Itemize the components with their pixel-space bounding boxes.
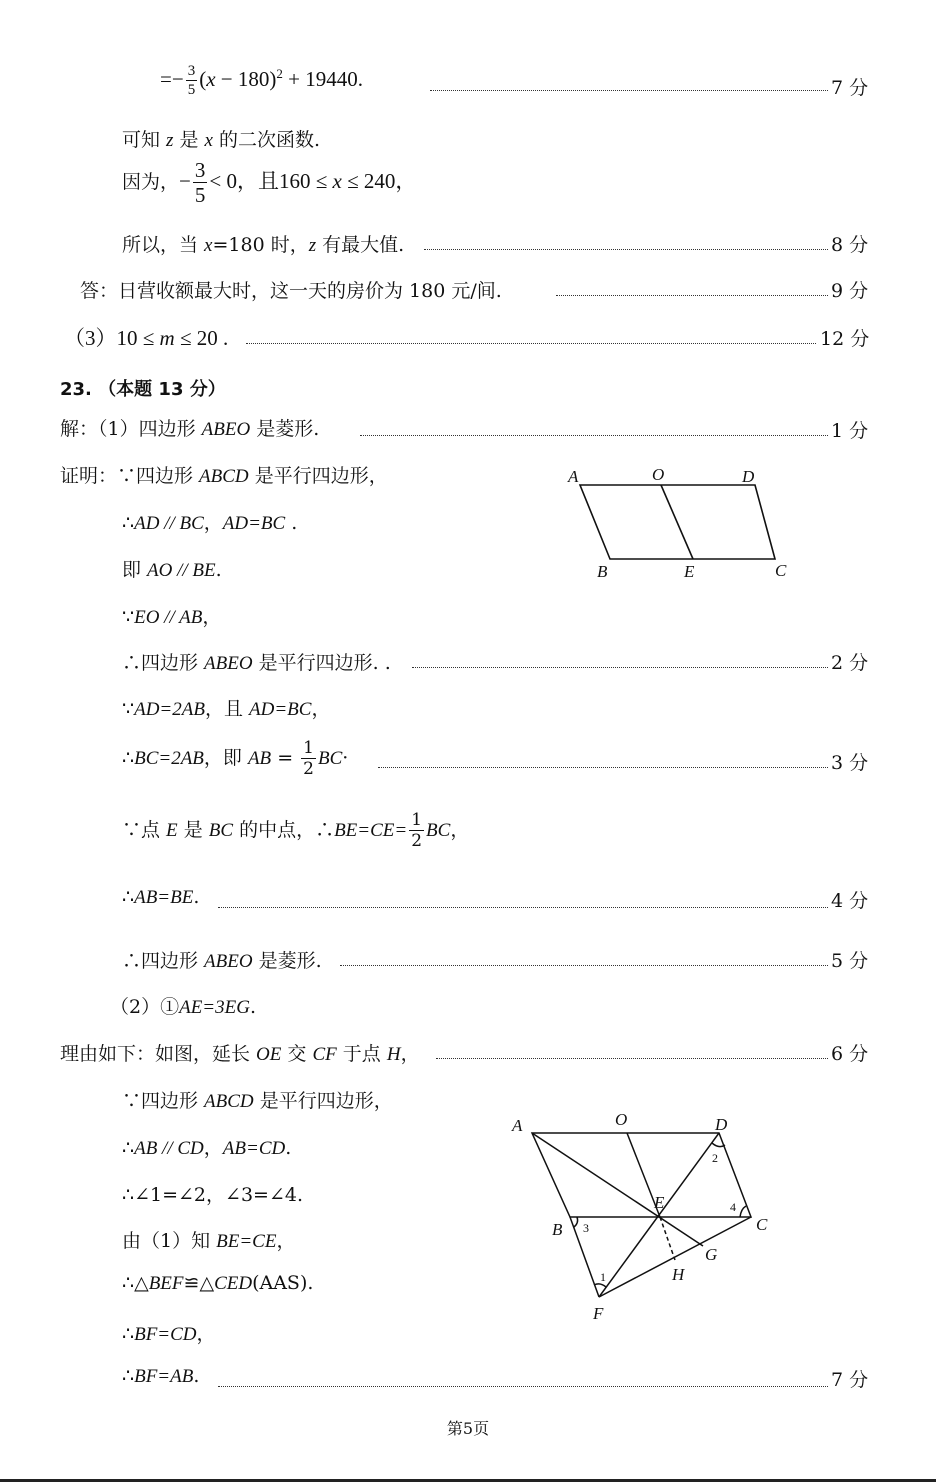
math-term: BC bbox=[208, 820, 234, 841]
label-o: O bbox=[615, 1110, 628, 1129]
var-z: z bbox=[308, 235, 317, 256]
text-line bbox=[122, 812, 469, 850]
fraction-denominator: 2 bbox=[303, 759, 314, 779]
label-o: O bbox=[652, 465, 665, 484]
text: 可知 bbox=[122, 129, 167, 151]
text-line bbox=[122, 160, 416, 206]
text: . bbox=[215, 559, 222, 581]
text-line bbox=[60, 414, 319, 441]
text: =180 时， bbox=[212, 234, 309, 256]
text: ∴ bbox=[122, 1323, 135, 1345]
page-number: 第5页 bbox=[446, 1419, 490, 1438]
math-term: BC bbox=[426, 820, 451, 841]
text: 理由如下：如图，延长 bbox=[60, 1043, 257, 1065]
label-g: G bbox=[705, 1245, 718, 1264]
segment-eh-dashed bbox=[660, 1217, 675, 1260]
math-term: OE bbox=[256, 1044, 282, 1065]
text: < 0，且160 ≤ bbox=[209, 169, 333, 193]
text: ≤ 240， bbox=[341, 169, 417, 193]
text-line: 答：日营收额最大时，这一天的房价为 180 元/间. bbox=[80, 280, 502, 302]
eq-prefix: =− bbox=[160, 66, 184, 91]
text: 是菱形. bbox=[250, 418, 320, 440]
eq-part: ( bbox=[199, 66, 207, 91]
math-term: ABCD bbox=[204, 1091, 254, 1112]
var-x: x bbox=[332, 169, 342, 193]
angle-label-2: 2 bbox=[712, 1151, 718, 1165]
math-term: AD // BC bbox=[134, 513, 204, 534]
text: . bbox=[193, 886, 200, 908]
dot-leader bbox=[430, 71, 828, 91]
label-e: E bbox=[684, 562, 695, 581]
math-term: E bbox=[166, 820, 178, 841]
text-line bbox=[122, 125, 320, 152]
text: . bbox=[285, 512, 298, 534]
text: ∴ bbox=[122, 1137, 135, 1159]
label-d: D bbox=[715, 1115, 728, 1134]
var-x: x bbox=[204, 235, 213, 256]
math-term: CF bbox=[312, 1044, 337, 1065]
dot-leader bbox=[246, 324, 816, 344]
text: 交 bbox=[281, 1043, 313, 1065]
segment-fc bbox=[599, 1217, 751, 1297]
text: ， bbox=[202, 606, 222, 628]
text-line bbox=[122, 508, 297, 535]
segment-oe bbox=[661, 485, 693, 559]
fraction-denominator: 5 bbox=[194, 183, 206, 207]
text: ∴ bbox=[122, 1365, 135, 1387]
text: ，且 bbox=[204, 698, 250, 720]
dot-leader bbox=[378, 748, 828, 768]
angle-label-4: 4 bbox=[730, 1200, 736, 1214]
math-term: BC=2AB bbox=[134, 748, 204, 769]
angle-label-3: 3 bbox=[583, 1221, 589, 1235]
math-term: AB // CD bbox=[134, 1138, 204, 1159]
fraction-numerator: 3 bbox=[187, 63, 196, 79]
label-f: F bbox=[593, 1304, 604, 1323]
score-label: 2 分 bbox=[831, 652, 869, 674]
math-term: EO // AB bbox=[134, 607, 203, 628]
text: ∴△ bbox=[122, 1272, 149, 1294]
text: 是 bbox=[173, 129, 205, 151]
text: 是 bbox=[177, 819, 209, 841]
math-term: ABEO bbox=[204, 951, 253, 972]
text-line bbox=[122, 886, 199, 909]
var-z: z bbox=[166, 130, 174, 151]
label-h: H bbox=[672, 1265, 685, 1284]
math-term: BC bbox=[318, 748, 343, 769]
math-term: BEF bbox=[148, 1273, 184, 1294]
math-term: BE=CE= bbox=[334, 820, 408, 841]
text: ∴ bbox=[122, 747, 135, 769]
text: 证明：∵四边形 bbox=[60, 465, 200, 487]
angle-mark-3 bbox=[574, 1217, 578, 1227]
fraction-denominator: 2 bbox=[411, 831, 423, 851]
text: ∴ bbox=[122, 512, 135, 534]
text: ∵ bbox=[122, 698, 135, 720]
score-label: 7 分 bbox=[831, 77, 869, 99]
text-line bbox=[122, 1086, 393, 1113]
text: ≤ 20 . bbox=[174, 326, 229, 350]
score-label: 5 分 bbox=[831, 950, 869, 972]
label-e: E bbox=[654, 1193, 665, 1212]
text: ≌△ bbox=[183, 1272, 215, 1294]
score-label: 12 分 bbox=[820, 328, 870, 350]
text: ，即 bbox=[203, 747, 248, 769]
text: ∴四边形 bbox=[122, 950, 205, 972]
minus-sign: − bbox=[179, 169, 191, 193]
dot-leader bbox=[424, 230, 828, 250]
eq-part: + 19440. bbox=[282, 66, 363, 91]
text-line bbox=[122, 1133, 291, 1160]
var-m: m bbox=[159, 326, 175, 350]
text: 是菱形. bbox=[252, 950, 322, 972]
angle-mark-4 bbox=[740, 1206, 746, 1217]
parallelogram-figure bbox=[560, 462, 800, 582]
math-term: AB bbox=[247, 748, 272, 769]
text: . bbox=[193, 1365, 200, 1387]
fraction bbox=[301, 740, 316, 778]
label-c: C bbox=[756, 1215, 768, 1234]
text: 是平行四边形， bbox=[248, 465, 388, 487]
math-term: ABCD bbox=[199, 466, 249, 487]
dot-leader bbox=[412, 648, 828, 668]
text: = bbox=[271, 747, 300, 769]
text: 的中点，∴ bbox=[233, 819, 335, 841]
text-line bbox=[60, 1039, 420, 1066]
text-line bbox=[110, 992, 256, 1019]
text: ， bbox=[311, 698, 331, 720]
text: （3）10 ≤ bbox=[64, 326, 160, 350]
text: 所以，当 bbox=[122, 234, 205, 256]
text: 即 bbox=[122, 559, 148, 581]
text-line bbox=[122, 1226, 295, 1253]
fraction-numerator: 3 bbox=[194, 158, 206, 182]
text-line bbox=[122, 1319, 216, 1346]
math-term: ABEO bbox=[201, 419, 251, 440]
question-heading: 23. （本题 13 分） bbox=[60, 379, 226, 400]
fraction-numerator: 1 bbox=[303, 738, 314, 758]
score-label: 4 分 bbox=[831, 890, 869, 912]
text-line bbox=[122, 648, 391, 675]
label-b: B bbox=[597, 562, 608, 581]
fraction bbox=[409, 812, 424, 850]
text: (AAS). bbox=[252, 1272, 314, 1294]
math-term: BE=CE bbox=[216, 1231, 277, 1252]
var-x: x bbox=[204, 130, 213, 151]
math-term: AO // BE bbox=[147, 560, 216, 581]
text-line bbox=[64, 322, 228, 352]
text-line bbox=[60, 461, 388, 488]
text: 因为， bbox=[122, 171, 180, 193]
math-term: AD=2AB bbox=[134, 699, 205, 720]
label-b: B bbox=[552, 1220, 563, 1239]
math-term: AE=3EG bbox=[179, 997, 250, 1018]
text: 的二次函数. bbox=[212, 129, 321, 151]
text: ， bbox=[203, 1137, 223, 1159]
fraction-numerator: 1 bbox=[411, 810, 423, 830]
text-line bbox=[122, 946, 322, 973]
var-x: x bbox=[206, 66, 216, 91]
text: ∵点 bbox=[122, 819, 167, 841]
label-a: A bbox=[512, 1116, 523, 1135]
fraction bbox=[186, 64, 198, 98]
text-line bbox=[122, 694, 330, 721]
math-term: CED bbox=[214, 1273, 253, 1294]
math-term: AB=CD bbox=[222, 1138, 286, 1159]
score-label: 3 分 bbox=[831, 752, 869, 774]
text-line bbox=[122, 740, 348, 778]
text: 由（1）知 bbox=[122, 1230, 217, 1252]
math-term: AB=BE bbox=[134, 887, 194, 908]
score-label: 8 分 bbox=[831, 234, 869, 256]
dot-leader bbox=[436, 1039, 828, 1059]
text: 有最大值. bbox=[316, 234, 405, 256]
text: ∴四边形 bbox=[122, 652, 205, 674]
label-d: D bbox=[742, 467, 755, 486]
score-label: 1 分 bbox=[831, 420, 869, 442]
angle-label-1: 1 bbox=[600, 1270, 606, 1284]
score-label: 6 分 bbox=[831, 1043, 869, 1065]
dot-leader bbox=[340, 946, 828, 966]
math-term: H bbox=[386, 1044, 401, 1065]
text: ∵ bbox=[122, 606, 135, 628]
fraction bbox=[193, 160, 208, 206]
text: . bbox=[249, 996, 257, 1018]
math-term: BF=CD bbox=[134, 1324, 197, 1345]
dot-leader bbox=[218, 1367, 828, 1387]
text-line bbox=[122, 1365, 199, 1388]
text: 解：（1）四边形 bbox=[60, 418, 202, 440]
text-line bbox=[122, 230, 404, 257]
eq-part: − 180) bbox=[215, 66, 277, 91]
text: ， bbox=[276, 1230, 296, 1252]
text: . bbox=[285, 1137, 292, 1159]
equation-line bbox=[160, 64, 363, 98]
text: ， bbox=[450, 819, 470, 841]
text: · bbox=[342, 747, 349, 769]
text: ， bbox=[203, 512, 223, 534]
text-line bbox=[122, 555, 222, 582]
text: ， bbox=[400, 1043, 420, 1065]
text: （2）① bbox=[110, 996, 180, 1018]
score-label: 7 分 bbox=[831, 1369, 869, 1391]
label-a: A bbox=[568, 467, 579, 486]
math-term: ABEO bbox=[204, 653, 253, 674]
dot-leader bbox=[556, 276, 828, 296]
math-term: AD=BC bbox=[249, 699, 312, 720]
text-line bbox=[122, 602, 221, 629]
text-line: ∴∠1=∠2，∠3=∠4. bbox=[122, 1184, 304, 1206]
math-term: BF=AB bbox=[134, 1366, 194, 1387]
eq-exponent: 2 bbox=[276, 65, 283, 81]
parallelogram-abcd bbox=[532, 1133, 751, 1217]
dot-leader bbox=[360, 416, 828, 436]
text: ， bbox=[196, 1323, 216, 1345]
text: 于点 bbox=[336, 1043, 387, 1065]
text: ∵四边形 bbox=[122, 1090, 205, 1112]
dot-leader bbox=[218, 888, 828, 908]
text: 是平行四边形. . bbox=[252, 652, 391, 674]
geometry-figure bbox=[505, 1105, 785, 1325]
text-line bbox=[122, 1272, 313, 1295]
score-label: 9 分 bbox=[831, 280, 869, 302]
text: 是平行四边形， bbox=[253, 1090, 393, 1112]
text: ∴ bbox=[122, 886, 135, 908]
math-term: AD=BC bbox=[222, 513, 286, 534]
label-c: C bbox=[775, 561, 787, 580]
fraction-denominator: 5 bbox=[187, 82, 196, 98]
